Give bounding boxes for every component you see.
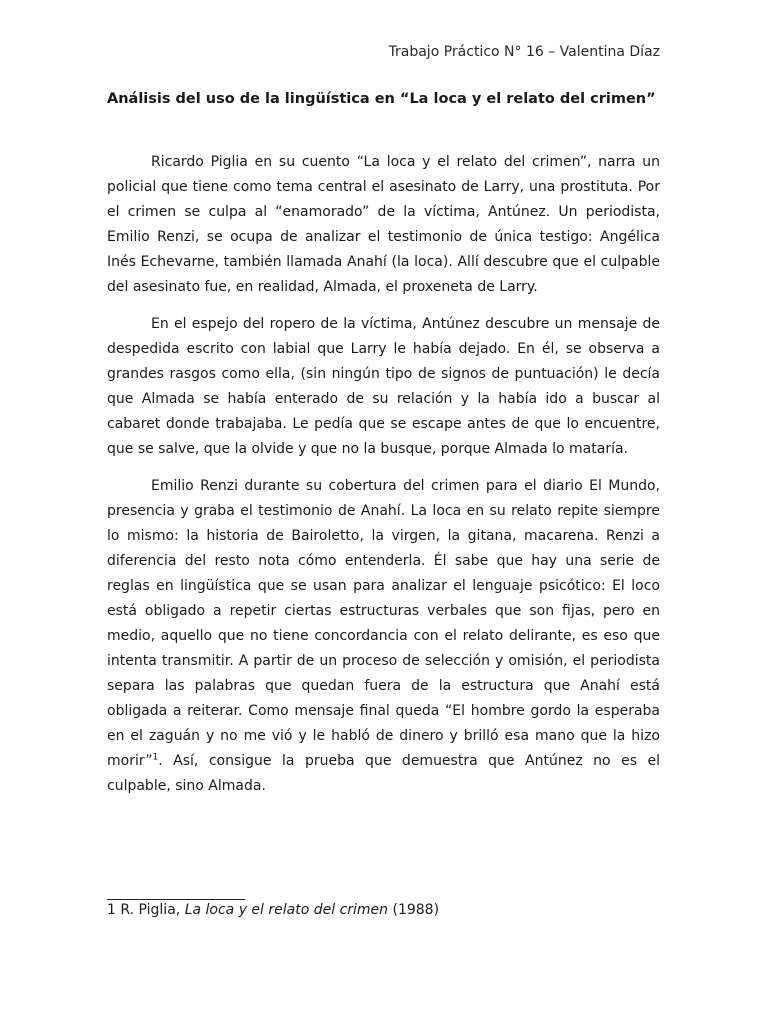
paragraph-3-text: Emilio Renzi durante su cobertura del crimen para el diario El Mundo, presencia y graba el testimonio de Anahí. La loca en su relato repite siempre lo mismo: la historia de Bairoletto, la virgen, la gitana, macarena. Renzi a diferencia del resto nota cómo entenderla. Él sabe que hay una serie de reglas en lingüística que se usan para analizar el lenguaje psicótico: El loco está obligado a repetir ciertas estructuras verbales que son fijas, pero en medio, aquello que no tiene concordancia con el relato delirante, es eso que intenta transmitir. A partir de un proceso de selección y omisión, el periodista separa las palabras que quedan fuera de la estructura que Anahí está obligada a reiterar. Como mensaje final queda “El hombre gordo la esperaba en el zaguán y no me vió y le habló de dinero y brilló esa mano que la hizo morir”	[107, 478, 660, 769]
footnote-reference: 1	[152, 752, 159, 763]
document-title: Análisis del uso de la lingüística en “La loca y el relato del crimen”	[107, 91, 656, 107]
paragraph-1: Ricardo Piglia en su cuento “La loca y el relato del crimen”, narra un policial que tiene como tema central el asesinato de Larry, una prostituta. Por el crimen se culpa al “enamorado” de la víctima, Antúnez. Un periodista, Emilio Renzi, se ocupa de analizar el testimonio de única testigo: Angélica Inés Echevarne, también llamada Anahí (la loca). Allí descubre que el culpable del asesinato fue, en realidad, Almada, el proxeneta de Larry.	[107, 154, 660, 295]
footnote-work-title: La loca y el relato del crimen	[184, 902, 389, 918]
footnote-year: (1988)	[392, 902, 440, 918]
paragraph-2: En el espejo del ropero de la víctima, Antúnez descubre un mensaje de despedida escrito con labial que Larry le había dejado. En él, se observa a grandes rasgos como ella, (sin ningún tipo de signos de puntuación) le decía que Almada se había enterado de su relación y la había ido a buscar al cabaret donde trabajaba. Le pedía que se escape antes de que lo encuentre, que se salve, que la olvide y que no la busque, porque Almada lo mataría.	[107, 316, 660, 457]
footnote	[107, 902, 439, 918]
paragraph-3	[107, 474, 660, 799]
paragraph-3-tail: . Así, consigue la prueba que demuestra que Antúnez no es el culpable, sino Almada.	[107, 753, 660, 794]
footnote-number: 1	[107, 902, 116, 918]
document-body	[107, 150, 660, 811]
footnote-author: R. Piglia,	[120, 902, 181, 918]
footnote-separator	[107, 899, 245, 900]
page-header: Trabajo Práctico N° 16 – Valentina Díaz	[388, 44, 660, 60]
